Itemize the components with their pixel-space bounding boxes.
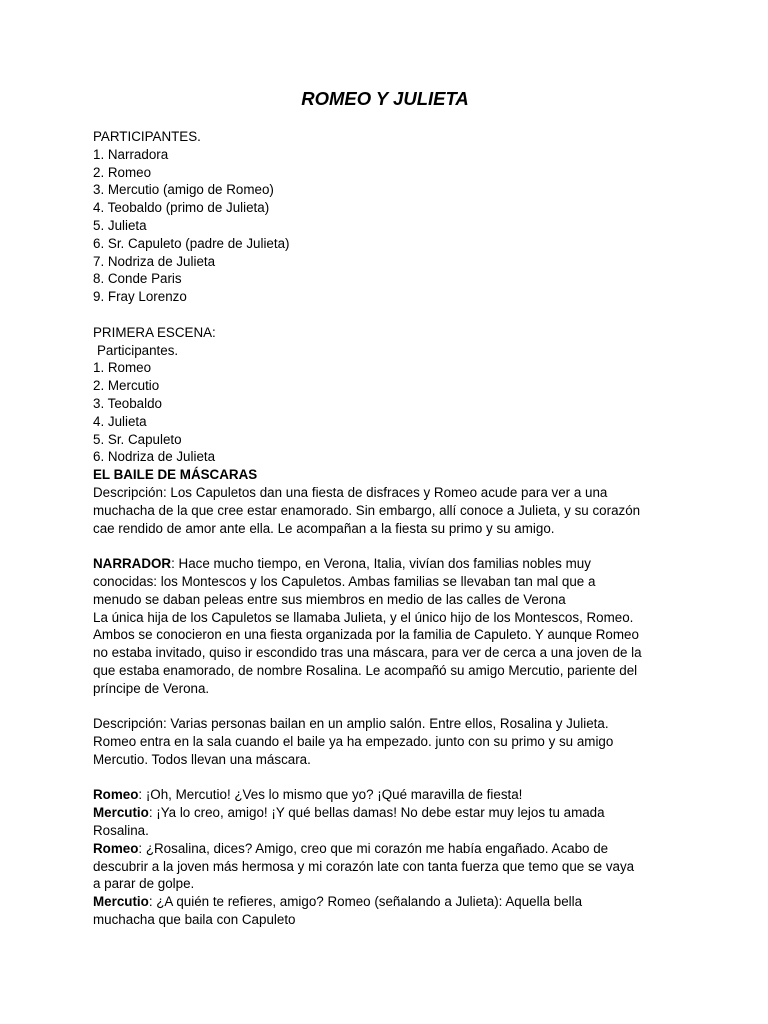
spacer (93, 306, 693, 324)
narrator-line: conocidas: los Montescos y los Capuletos. Ambas familias se llevaban tan mal que a (93, 573, 596, 589)
scene1-participant: 1. Romeo (93, 360, 152, 376)
narrator-line: NARRADOR: Hace mucho tiempo, en Verona, Italia, vivían dos familias nobles muy (93, 556, 591, 572)
dialogue-line: Mercutio: ¿A quién te refieres, amigo? Romeo (señalando a Julieta): Aquella bella (93, 894, 583, 910)
scene1-participant: 6. Nodriza de Julieta (93, 449, 216, 465)
description-line: Descripción: Los Capuletos dan una fiesta de disfraces y Romeo acude para ver a una (93, 484, 608, 500)
narrator-line: príncipe de Verona. (93, 680, 210, 696)
participants-heading: PARTICIPANTES. (93, 129, 201, 144)
narrator-line: no estaba invitado, quiso ir escondido tras una máscara, para ver de cerca a una joven de la (93, 645, 642, 661)
participant-item: 5. Julieta (93, 217, 147, 233)
participant-item: 7. Nodriza de Julieta (93, 253, 216, 269)
speaker-name: Romeo (93, 787, 139, 803)
dialogue-line: descubrir a la joven más hermosa y mi corazón late con tanta fuerza que temo que se vaya (93, 858, 635, 874)
narrator-line: La única hija de los Capuletos se llamaba Julieta, y el único hijo de los Montescos, Romeo. (93, 609, 634, 625)
participant-item: 1. Narradora (93, 146, 169, 162)
scene1-subheading: Participantes. (97, 342, 179, 358)
description2-line: Romeo entra en la sala cuando el baile ya ha empezado. junto con su primo y su amigo (93, 734, 614, 750)
participant-item: 2. Romeo (93, 164, 152, 180)
participants-section (93, 128, 693, 306)
speaker-name: Mercutio (93, 805, 149, 821)
description2-line: Mercutio. Todos llevan una máscara. (93, 751, 311, 767)
spacer (93, 698, 693, 716)
participant-item: 9. Fray Lorenzo (93, 289, 187, 305)
scene1-heading: PRIMERA ESCENA: (93, 324, 216, 340)
narrator-line: que estaba enamorado, de nombre Rosalina. Le acompañó su amigo Mercutio, pariente del (93, 662, 638, 678)
document-title: ROMEO Y JULIETA (301, 88, 469, 109)
narrator-line: Ambos se conocieron en una fiesta organizada por la familia de Capuleto. Y aunque Romeo (93, 627, 639, 643)
scene1-participant: 2. Mercutio (93, 378, 160, 394)
spacer (93, 537, 693, 555)
dialogue-line: Romeo: ¿Rosalina, dices? Amigo, creo que mi corazón me había engañado. Acabo de (93, 840, 609, 856)
scene1-participant: 5. Sr. Capuleto (93, 431, 182, 447)
speaker-name: NARRADOR (93, 556, 172, 572)
participant-item: 6. Sr. Capuleto (padre de Julieta) (93, 235, 290, 251)
section-title: EL BAILE DE MÁSCARAS (93, 467, 258, 483)
dialogue-line: Rosalina. (93, 823, 149, 839)
dialogue-line: Romeo: ¡Oh, Mercutio! ¿Ves lo mismo que yo? ¡Qué maravilla de fiesta! (93, 787, 523, 803)
document-page (93, 86, 693, 929)
participant-item: 3. Mercutio (amigo de Romeo) (93, 182, 274, 198)
spacer (93, 769, 693, 787)
dialogue-line: muchacha que baila con Capuleto (93, 912, 296, 928)
description2-line: Descripción: Varias personas bailan en un amplio salón. Entre ellos, Rosalina y Julieta. (93, 716, 609, 732)
description-line: cae rendido de amor ante ella. Le acompañan a la fiesta su primo y su amigo. (93, 520, 555, 536)
scene1-section (93, 324, 693, 929)
participant-item: 4. Teobaldo (primo de Julieta) (93, 200, 270, 216)
speaker-name: Romeo (93, 840, 139, 856)
description-line: muchacha de la que cree estar enamorado. Sin embargo, allí conoce a Julieta, y su corazón (93, 502, 641, 518)
scene1-participant: 4. Julieta (93, 413, 147, 429)
scene1-participant: 3. Teobaldo (93, 395, 162, 411)
dialogue-line: a parar de golpe. (93, 876, 195, 892)
dialogue-line: Mercutio: ¡Ya lo creo, amigo! ¡Y qué bellas damas! No debe estar muy lejos tu amada (93, 805, 605, 821)
speaker-name: Mercutio (93, 894, 149, 910)
participant-item: 8. Conde Paris (93, 271, 182, 287)
narrator-line: menudo se daban peleas entre sus miembros en medio de las calles de Verona (93, 591, 566, 607)
